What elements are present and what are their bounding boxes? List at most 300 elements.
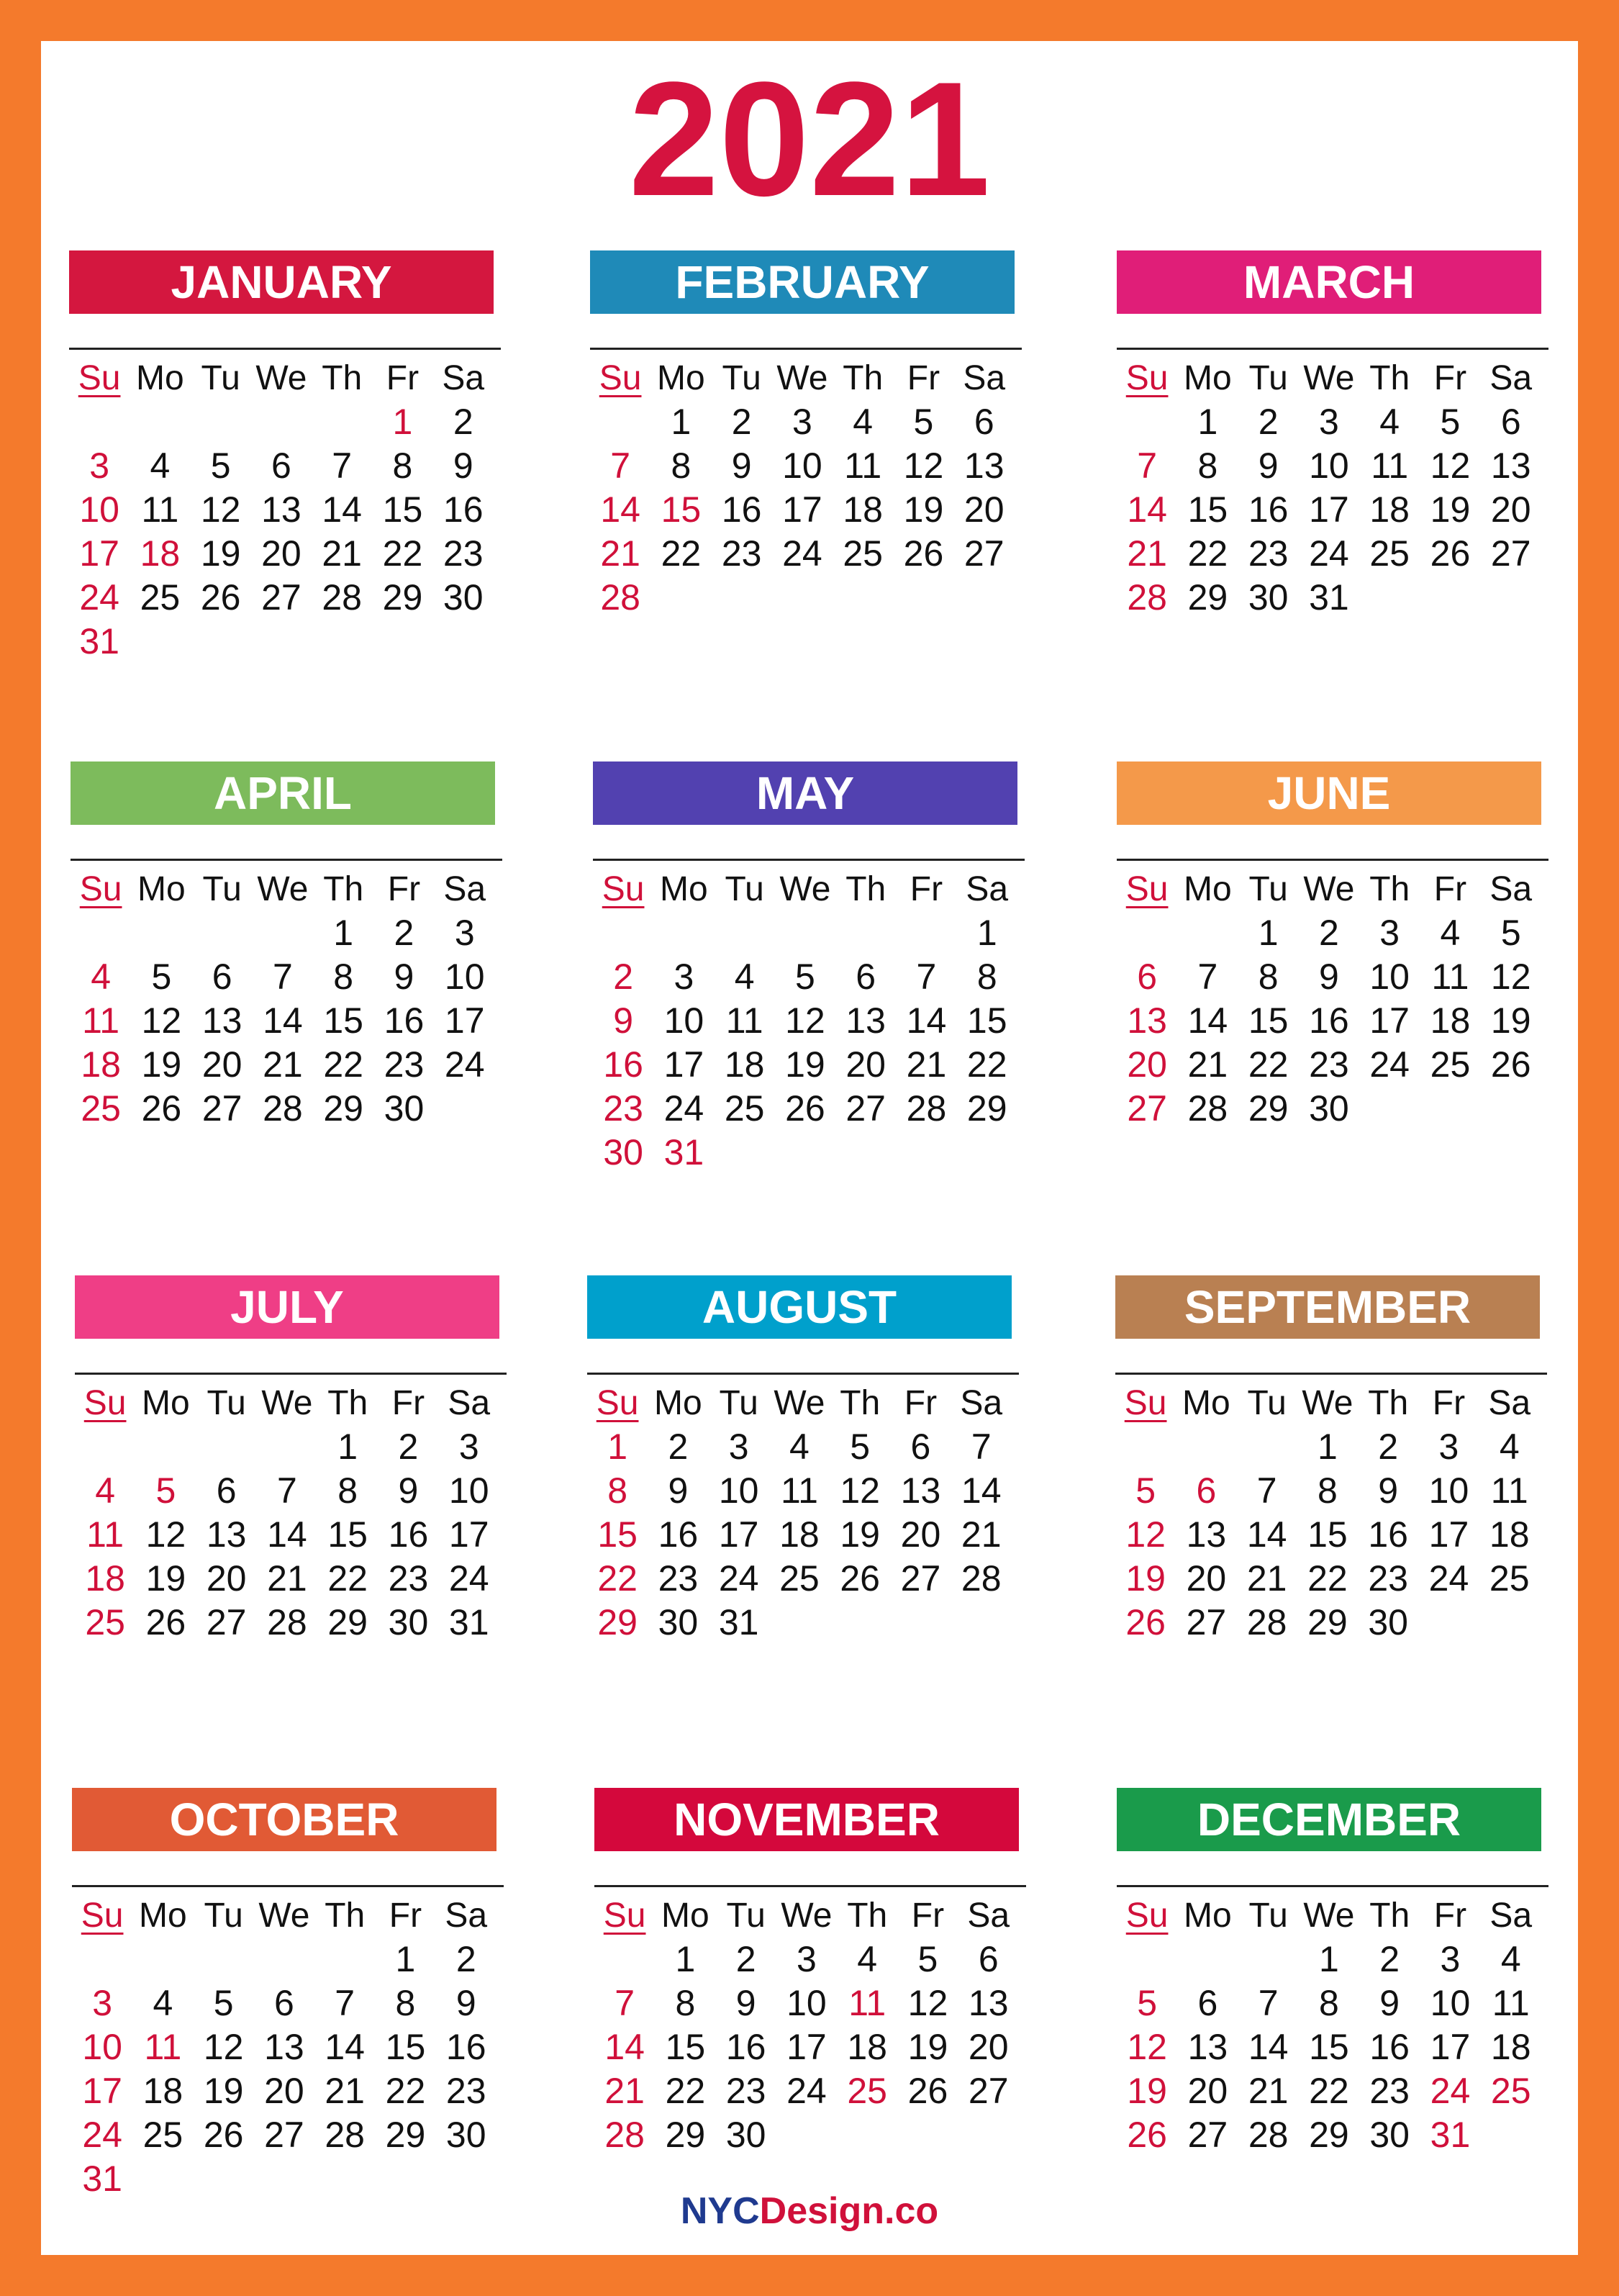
day-cell: 20: [1187, 2071, 1228, 2111]
day-cell: 28: [1127, 577, 1167, 618]
day-cell: 29: [966, 1088, 1007, 1129]
empty-day-cell: [958, 2113, 1019, 2157]
day-cell: 26: [1125, 1602, 1166, 1642]
day-cell: 19: [145, 1558, 186, 1599]
week-row: [593, 911, 1017, 955]
weekday-label: Su: [78, 359, 121, 397]
day-cell: 14: [263, 1000, 303, 1041]
day-cell: 3: [674, 957, 694, 997]
day-cell: 1: [1319, 1939, 1339, 1979]
day-cell: 12: [1430, 446, 1471, 486]
weekday-label: Su: [1124, 1384, 1167, 1422]
week-row: [590, 444, 1015, 488]
weekday-label: Sa: [443, 870, 486, 908]
empty-day-cell: [1420, 576, 1480, 620]
day-cell: 21: [604, 2071, 645, 2111]
day-cell: 12: [903, 446, 944, 486]
weekday-header-row: [1117, 356, 1541, 400]
day-cell: 4: [1440, 913, 1461, 953]
day-cell: 17: [444, 1000, 485, 1041]
month-rule: [1117, 348, 1548, 350]
day-cell: 25: [847, 2071, 887, 2111]
day-cell: 30: [388, 1602, 429, 1642]
day-cell: 25: [142, 2115, 183, 2155]
empty-day-cell: [772, 576, 833, 620]
day-cell: 9: [1319, 957, 1339, 997]
day-cell: 17: [448, 1514, 489, 1555]
day-cell: 9: [453, 446, 473, 486]
week-row: [1117, 999, 1541, 1043]
empty-day-cell: [897, 2113, 958, 2157]
day-cell: 19: [203, 2071, 244, 2111]
day-cell: 22: [1187, 533, 1228, 574]
empty-day-cell: [75, 1425, 135, 1469]
day-cell: 11: [82, 1000, 120, 1041]
weekday-header-row: [75, 1381, 499, 1425]
day-cell: 4: [153, 1983, 173, 2023]
month-rule: [594, 1885, 1026, 1887]
empty-day-cell: [312, 400, 372, 444]
day-cell: 28: [263, 1088, 303, 1129]
day-cell: 17: [1309, 489, 1349, 530]
empty-day-cell: [835, 911, 896, 955]
day-cell: 30: [1248, 577, 1289, 618]
day-cell: 15: [323, 1000, 363, 1041]
day-cell: 28: [325, 2115, 365, 2155]
day-cell: 21: [1246, 1558, 1287, 1599]
day-cell: 8: [1318, 1470, 1338, 1511]
empty-day-cell: [594, 1938, 655, 1981]
empty-day-cell: [435, 1087, 495, 1131]
empty-day-cell: [769, 1601, 830, 1645]
month-banner-december: DECEMBER: [1117, 1788, 1541, 1851]
day-cell: 1: [337, 1427, 358, 1467]
day-cell: 18: [140, 533, 181, 574]
day-cell: 20: [1490, 489, 1531, 530]
day-cell: 6: [1196, 1470, 1217, 1511]
day-cell: 25: [1369, 533, 1410, 574]
day-cell: 7: [916, 957, 937, 997]
day-cell: 30: [1309, 1088, 1349, 1129]
day-cell: 26: [903, 533, 944, 574]
day-cell: 11: [1431, 957, 1469, 997]
week-row: [1117, 576, 1541, 620]
day-cell: 11: [144, 2027, 182, 2067]
day-cell: 19: [200, 533, 241, 574]
day-cell: 13: [845, 1000, 886, 1041]
week-row: [71, 999, 495, 1043]
weekday-label: We: [1303, 359, 1355, 397]
weekday-header-row: [71, 867, 495, 911]
weekday-label: Sa: [1489, 1897, 1533, 1935]
weekday-label: Tu: [726, 1897, 766, 1935]
day-cell: 7: [1197, 957, 1218, 997]
day-cell: 26: [203, 2115, 244, 2155]
day-cell: 20: [1127, 1044, 1167, 1085]
footer-brand-part1: NYC: [680, 2190, 760, 2232]
day-cell: 1: [976, 913, 997, 953]
day-cell: 3: [454, 913, 475, 953]
day-cell: 28: [1187, 1088, 1228, 1129]
empty-day-cell: [715, 1131, 775, 1175]
weekday-label: Th: [840, 1384, 881, 1422]
day-cell: 21: [906, 1044, 947, 1085]
month-rule: [71, 859, 502, 861]
day-cell: 20: [261, 533, 301, 574]
day-cell: 8: [1258, 957, 1279, 997]
weekday-label: Mo: [136, 359, 184, 397]
weekday-label: Fr: [389, 1897, 422, 1935]
weekday-label: We: [258, 1897, 310, 1935]
day-cell: 30: [384, 1088, 425, 1129]
day-cell: 25: [1430, 1044, 1471, 1085]
day-cell: 6: [910, 1427, 931, 1467]
day-cell: 8: [607, 1470, 628, 1511]
weekday-label: Mo: [1184, 359, 1232, 397]
weekday-label: Fr: [911, 1897, 945, 1935]
week-row: [1117, 532, 1541, 576]
weekday-label: Mo: [657, 359, 705, 397]
weekday-label: Tu: [207, 1384, 246, 1422]
week-row: [590, 488, 1015, 532]
empty-day-cell: [71, 911, 131, 955]
day-cell: 4: [91, 957, 112, 997]
month-september: [1115, 1275, 1547, 1750]
empty-day-cell: [257, 1425, 317, 1469]
weekday-label: Fr: [907, 359, 940, 397]
weekday-label: Fr: [1432, 1384, 1466, 1422]
day-cell: 7: [1256, 1470, 1277, 1511]
week-row: [590, 400, 1015, 444]
day-cell: 30: [725, 2115, 766, 2155]
day-cell: 27: [206, 1602, 247, 1642]
weekday-header-row: [1117, 1894, 1541, 1938]
day-cell: 5: [213, 1983, 234, 2023]
weekday-label: Tu: [725, 870, 764, 908]
weekday-label: Sa: [448, 1384, 491, 1422]
day-cell: 20: [206, 1558, 247, 1599]
day-cell: 5: [151, 957, 172, 997]
day-cell: 5: [850, 1427, 871, 1467]
day-cell: 28: [604, 2115, 645, 2155]
day-cell: 18: [843, 489, 883, 530]
empty-day-cell: [653, 911, 714, 955]
weekday-label: Sa: [967, 1897, 1010, 1935]
month-rule: [1115, 1373, 1547, 1375]
day-cell: 11: [1371, 446, 1409, 486]
weekday-label: Sa: [442, 359, 485, 397]
day-cell: 12: [1125, 1514, 1166, 1555]
day-cell: 27: [264, 2115, 304, 2155]
empty-day-cell: [314, 1938, 375, 1981]
day-cell: 25: [779, 1558, 820, 1599]
empty-day-cell: [837, 2113, 897, 2157]
day-cell: 3: [792, 402, 812, 442]
week-row: [1115, 1425, 1540, 1469]
day-cell: 30: [1369, 2115, 1410, 2155]
empty-day-cell: [957, 1131, 1017, 1175]
week-row: [594, 2069, 1019, 2113]
day-cell: 17: [782, 489, 822, 530]
weekday-header-row: [72, 1894, 496, 1938]
empty-day-cell: [69, 400, 130, 444]
weekday-label: Sa: [966, 870, 1009, 908]
month-august: [587, 1275, 1019, 1750]
day-cell: 12: [141, 1000, 182, 1041]
empty-day-cell: [131, 911, 191, 955]
month-rule: [72, 1885, 504, 1887]
week-row: [72, 1938, 496, 1981]
weekday-label: Sa: [1488, 1384, 1531, 1422]
week-row: [587, 1513, 1012, 1557]
day-cell: 1: [395, 1939, 416, 1979]
day-cell: 11: [1492, 1983, 1530, 2023]
weekday-header-row: [594, 1894, 1019, 1938]
day-cell: 21: [322, 533, 362, 574]
weekday-label: We: [255, 359, 307, 397]
day-cell: 23: [445, 2071, 486, 2111]
weekday-header-row: [69, 356, 494, 400]
empty-day-cell: [951, 1601, 1012, 1645]
day-cell: 29: [385, 2115, 426, 2155]
day-cell: 31: [79, 621, 119, 661]
day-cell: 12: [785, 1000, 825, 1041]
day-cell: 28: [1246, 1602, 1287, 1642]
weekday-label: Mo: [1182, 1384, 1230, 1422]
weekday-label: Su: [596, 1384, 639, 1422]
footer-brand-part2: Design.co: [759, 2190, 939, 2232]
day-cell: 10: [1430, 1983, 1471, 2023]
day-cell: 22: [1307, 1558, 1348, 1599]
week-row: [590, 576, 1015, 620]
weekday-label: Fr: [1433, 359, 1467, 397]
day-cell: 1: [1258, 913, 1279, 953]
week-row: [587, 1601, 1012, 1645]
day-cell: 12: [1490, 957, 1531, 997]
empty-day-cell: [1176, 1425, 1236, 1469]
week-row: [587, 1557, 1012, 1601]
day-cell: 8: [395, 1983, 416, 2023]
day-cell: 13: [900, 1470, 941, 1511]
weekday-label: We: [1303, 1897, 1355, 1935]
weekday-label: Su: [603, 1897, 646, 1935]
weekday-label: We: [261, 1384, 313, 1422]
empty-day-cell: [1420, 1087, 1480, 1131]
day-cell: 10: [448, 1470, 489, 1511]
day-cell: 19: [1127, 2071, 1167, 2111]
day-cell: 13: [201, 1000, 242, 1041]
day-cell: 13: [1186, 1514, 1227, 1555]
day-cell: 10: [1309, 446, 1349, 486]
day-cell: 9: [398, 1470, 419, 1511]
month-banner-august: AUGUST: [587, 1275, 1012, 1339]
day-cell: 4: [150, 446, 171, 486]
day-cell: 11: [1490, 1470, 1528, 1511]
day-cell: 15: [385, 2027, 426, 2067]
day-cell: 5: [917, 1939, 938, 1979]
weekday-label: Fr: [386, 359, 420, 397]
day-cell: 22: [966, 1044, 1007, 1085]
day-cell: 31: [718, 1602, 759, 1642]
weekday-label: We: [257, 870, 309, 908]
empty-day-cell: [893, 576, 953, 620]
day-cell: 14: [322, 489, 362, 530]
weekday-label: Su: [1125, 1897, 1169, 1935]
day-cell: 6: [856, 957, 876, 997]
day-cell: 11: [848, 1983, 886, 2023]
weekday-label: Mo: [1184, 1897, 1232, 1935]
day-cell: 30: [658, 1602, 699, 1642]
day-cell: 4: [1379, 402, 1400, 442]
day-cell: 10: [663, 1000, 704, 1041]
day-cell: 18: [1369, 489, 1410, 530]
day-cell: 24: [1369, 1044, 1410, 1085]
day-cell: 16: [1309, 1000, 1349, 1041]
day-cell: 13: [1187, 2027, 1228, 2067]
day-cell: 22: [385, 2071, 426, 2111]
day-cell: 22: [1309, 2071, 1349, 2111]
day-cell: 29: [1248, 1088, 1289, 1129]
month-july: [75, 1275, 507, 1750]
day-cell: 8: [976, 957, 997, 997]
day-cell: 16: [443, 489, 484, 530]
weekday-label: Th: [845, 870, 886, 908]
week-row: [594, 1938, 1019, 1981]
empty-day-cell: [830, 1601, 890, 1645]
week-row: [69, 532, 494, 576]
weekday-label: Sa: [960, 1384, 1003, 1422]
day-cell: 27: [900, 1558, 941, 1599]
day-cell: 3: [458, 1427, 479, 1467]
day-cell: 15: [1309, 2027, 1349, 2067]
day-cell: 18: [142, 2071, 183, 2111]
day-cell: 31: [663, 1132, 704, 1172]
weekday-label: Mo: [654, 1384, 702, 1422]
day-cell: 7: [273, 957, 293, 997]
weekday-label: Th: [322, 359, 363, 397]
day-cell: 9: [735, 1983, 756, 2023]
day-cell: 17: [82, 2071, 122, 2111]
day-cell: 9: [613, 1000, 634, 1041]
day-cell: 12: [840, 1470, 880, 1511]
empty-day-cell: [1115, 1425, 1176, 1469]
day-cell: 3: [1438, 1427, 1459, 1467]
day-cell: 23: [1248, 533, 1289, 574]
day-cell: 16: [1368, 1514, 1408, 1555]
empty-day-cell: [1117, 911, 1177, 955]
day-cell: 22: [665, 2071, 706, 2111]
weekday-label: Tu: [204, 1897, 243, 1935]
day-cell: 24: [82, 2115, 122, 2155]
day-cell: 23: [603, 1088, 643, 1129]
day-cell: 7: [1137, 446, 1158, 486]
day-cell: 4: [734, 957, 755, 997]
day-cell: 14: [1187, 1000, 1228, 1041]
empty-day-cell: [135, 1425, 196, 1469]
weekday-label: Sa: [1489, 359, 1533, 397]
empty-day-cell: [1117, 1938, 1177, 1981]
empty-day-cell: [433, 620, 494, 664]
day-cell: 19: [1430, 489, 1471, 530]
day-cell: 2: [731, 402, 752, 442]
day-cell: 21: [263, 1044, 303, 1085]
day-cell: 10: [79, 489, 119, 530]
week-row: [71, 911, 495, 955]
day-cell: 16: [721, 489, 762, 530]
week-row: [1117, 488, 1541, 532]
month-banner-october: OCTOBER: [72, 1788, 496, 1851]
day-cell: 23: [388, 1558, 429, 1599]
week-row: [587, 1425, 1012, 1469]
day-cell: 19: [141, 1044, 182, 1085]
day-cell: 20: [201, 1044, 242, 1085]
week-row: [1117, 911, 1541, 955]
day-cell: 16: [603, 1044, 643, 1085]
weekday-label: Tu: [1248, 1897, 1288, 1935]
day-cell: 18: [85, 1558, 125, 1599]
footer-brand: [0, 2188, 1619, 2234]
day-cell: 31: [1430, 2115, 1471, 2155]
day-cell: 16: [445, 2027, 486, 2067]
month-january: [69, 250, 501, 726]
day-cell: 29: [665, 2115, 706, 2155]
day-cell: 26: [1490, 1044, 1531, 1085]
day-cell: 16: [725, 2027, 766, 2067]
day-cell: 9: [1378, 1470, 1399, 1511]
day-cell: 31: [448, 1602, 489, 1642]
month-rule: [587, 1373, 1019, 1375]
day-cell: 10: [444, 957, 485, 997]
day-cell: 7: [615, 1983, 635, 2023]
day-cell: 4: [1500, 1939, 1521, 1979]
day-cell: 13: [1490, 446, 1531, 486]
day-cell: 21: [961, 1514, 1002, 1555]
week-row: [587, 1469, 1012, 1513]
day-cell: 28: [322, 577, 362, 618]
day-cell: 24: [1430, 2071, 1471, 2111]
weekday-label: Tu: [1247, 1384, 1287, 1422]
day-cell: 24: [444, 1044, 485, 1085]
weekday-label: Tu: [722, 359, 761, 397]
month-rule: [69, 348, 501, 350]
weekday-label: Mo: [137, 870, 186, 908]
day-cell: 22: [382, 533, 423, 574]
day-cell: 19: [907, 2027, 948, 2067]
day-cell: 2: [1378, 1427, 1399, 1467]
day-cell: 13: [968, 1983, 1009, 2023]
weekday-label: Tu: [1248, 870, 1288, 908]
day-cell: 10: [1369, 957, 1410, 997]
weekday-label: Th: [1369, 359, 1410, 397]
day-cell: 29: [323, 1088, 363, 1129]
day-cell: 13: [963, 446, 1004, 486]
week-row: [1117, 400, 1541, 444]
day-cell: 5: [1135, 1470, 1156, 1511]
day-cell: 2: [668, 1427, 689, 1467]
day-cell: 1: [392, 402, 413, 442]
week-row: [1117, 444, 1541, 488]
weekday-header-row: [590, 356, 1015, 400]
day-cell: 28: [961, 1558, 1002, 1599]
day-cell: 9: [668, 1470, 689, 1511]
day-cell: 18: [779, 1514, 820, 1555]
empty-day-cell: [1177, 1938, 1238, 1981]
empty-day-cell: [833, 576, 893, 620]
day-cell: 18: [1489, 1514, 1530, 1555]
weekday-label: Tu: [719, 1384, 758, 1422]
day-cell: 26: [200, 577, 241, 618]
empty-day-cell: [253, 911, 313, 955]
